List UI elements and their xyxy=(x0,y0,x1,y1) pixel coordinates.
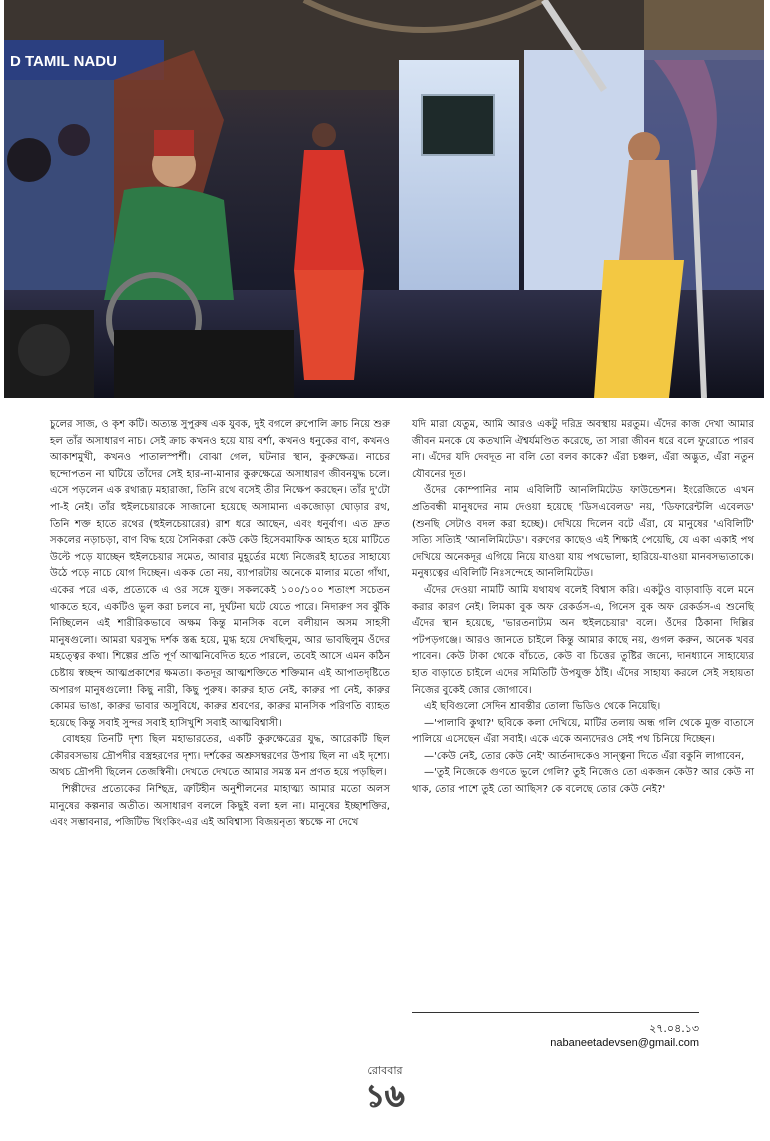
paragraph: এই ছবিগুলো সেদিন শ্রাবন্তীর তোলা ভিডিও থেকে নিয়েছি। xyxy=(424,701,661,713)
banner-text: D TAMIL NADU xyxy=(10,53,117,70)
paragraph: এঁদের দেওয়া নামটি আমি যথাযথ বলেই বিশ্বাস করি। একটুও বাড়াবাড়ি বলে মনে করার কারণ নেই। লিমকা বুক অফ রেকর্ডস-এ, গিনেস বুক অফ রেকর্ডস-এ শুনেছি এঁদের স্থান হয়েছে, 'ভারতনাট্যম অন হুইলচেয়ার' বলে। ওঁদের ঠিকানা দিল্লির পটপড়গঞ্জে। আরও জানতে চাইলে কিন্তু আমার কাছে নয়, গুগল করুন, অনেক খবর পাবেন। কেউ টাকা থেকে বাঁচতে, কেউ বা চিত্তের তুষ্টির জন্যে, দানধ্যানে সাহায্যের হাত বাড়াতে চাইলে এদের সমিতিটি উপযুক্ত ঠাঁই। এঁদের সাহায্য করলে সেই সহায়তা নিজের বুকেই জোর জোগাবে। xyxy=(412,584,754,696)
quote-paragraph: —'পালাবি কুথা?' ছবিকে কলা দেখিয়ে, মাটির তলায় অন্ধ গলি থেকে মুক্ত বাতাসে পালিয়ে এসেছেন এঁরা সবাই। একে একে অন্যদেরও সেই পথ চিনিয়ে দিচ্ছেন। xyxy=(412,717,754,746)
stage-photo xyxy=(4,0,764,398)
signoff-rule xyxy=(412,1012,699,1013)
stage-photo-drawing xyxy=(4,0,764,398)
quote-paragraph: —'তুই নিজেকে গুণতে ভুলে গেলি? তুই নিজেও তো একজন কেউ? আর কেউ না থাক, তোর পাশে তুই তো আছিস? কে বলেছে তোর কেউ নেই?' xyxy=(412,767,754,796)
quote-paragraph: —'কেউ নেই, তোর কেউ নেই' আর্তনাদকেও সান্ত্বনা দিতে এঁরা বকুনি লাগাবেন, xyxy=(424,750,745,762)
paragraph: ওঁদের কোম্পানির নাম এবিলিটি আনলিমিটেড ফাউন্ডেশন। ইংরেজিতে এখন প্রতিবন্ধী মানুষদের নাম দেওয়া হয়েছে 'ডিসএবেলড' নয়, 'ডিফারেন্টলি এবেলড' (শুনছি সেটাও বদল করা হচ্ছে)। দেখিয়ে দিলেন বটে এঁরা, যে মানুষের 'এবিলিটি' সত্যি সত্যিই 'আনলিমিটেড'। বরুণের কাছেও এই শিক্ষাই পেয়েছি, যে একা একাই পথ দেখিয়ে অনেকদূর এগিয়ে নিয়ে যাওয়া যায় পথভোলা, হারিয়ে-যাওয়া মানবসভ্যতাকে। মনুষ্যত্বের এবিলিটি নিঃসন্দেহে আনলিমিটেড। xyxy=(412,485,754,580)
author-email[interactable]: nabaneetadevsen@gmail.com xyxy=(550,1037,699,1049)
article-left-column xyxy=(50,417,390,832)
paragraph: বোধহয় তিনটি দৃশ্য ছিল মহাভারতের, একটি কুরুক্ষেত্রের যুদ্ধ, আরেকটি ছিল কৌরবসভায় দ্রৌপদীর বস্ত্রহরণের দৃশ্য। দর্শকের অশ্রুসম্বরণের উপায় ছিল না এই দৃশ্যে। অথচ দ্রৌপদী ছিলেন তেজস্বিনী। দেখতে দেখতে আমার সমস্ত মন প্রণত হয়ে পড়ছিল। xyxy=(50,734,390,779)
paragraph: যদি মারা যেতুম, আমি আরও একটু দরিদ্র অবস্থায় মরতুম। এঁদের কাজ দেখা আমার জীবন মনকে যে কতখানি ঐশ্বর্যমণ্ডিত করেছে, তা সারা জীবন ধরে বলে ফুরোতে পারব না। এঁদের যদি দেবদূত না বলি তো বলব কাকে? এঁরা চঞ্চল, এঁরা অদ্ভুত, এঁরা নতুন যৌবনের দূত। xyxy=(412,419,754,480)
article-date: ২৭.০৪.১৩ xyxy=(649,1022,699,1035)
article-right-column xyxy=(412,417,754,799)
magazine-name: রোববার xyxy=(367,1064,403,1077)
page-number: ১৬ xyxy=(365,1079,405,1114)
paragraph: চুলের সাজ, ও কৃশ কটি। অত্যন্ত সুপুরুষ এক যুবক, দুই বগলে রুপোলি ক্রাচ নিয়ে শুরু হল তাঁর অসাধারণ নাচ। সেই ক্রাচ কখনও হয়ে যায় বর্শা, কখনও ধনুকের বাণ, কখনও আকাশমুখী, কখনও পাতালস্পর্শী। বোঝা গেল, ঘটনার স্থান, কুরুক্ষেত্র। নাচের ছন্দোপতন না ঘটিয়ে তাঁদের সেই হার-না-মানার কুরুক্ষেত্রে অসাধারণ জীবনযুদ্ধ চলে। এসে পড়লেন এক রথারূঢ় মহারাজা, তিনি রথে বসেই তীর নিক্ষেপ করছেন। তাঁর দু'টো পা-ই নেই। তাঁর হুইলচেয়ারকে সাজানো হয়েছে অসামান্য একজোড়া ঘোড়ার রথ, তিনি শক্ত হাতে রথের (হুইলচেয়ারের) রাশ ধরে আছেন, এবং ধনুর্বাণ। এত দ্রুত সকলের নড়াচড়া, বাণ বিদ্ধ হয়ে সৈনিকরা কেউ কেউ হিসেবমাফিক আহত হয়ে মাটিতে উল্টে পড়ে যাচ্ছেন হুইলচেয়ার সমেত, আবার মুহূর্তের মধ্যে নিজেরই হাতের সাহায্যে উঠে পড়ে নাচে যোগ দিচ্ছেন। একক তো নয়, ব্যাপারটায় অনেকে মালার মতো গাঁথা, একের পরে এক, প্রত্যেকে এ ওর সঙ্গে যুক্ত। সকলকেই ১০০/১০০ শতাংশ সচেতন থাকতে হবে, একটিও ভুল করা চলবে না, দুর্ঘটনা ঘটে যেতে পারে। নিদারুণ সব ঝুঁকি নিচ্ছিলেন এই শারীরিকভাবে অক্ষম কিন্তু মানসিক বলে বলীয়ান অসম সাহসী মানুষগুলো। আমরা ঘরসুদ্ধ দর্শক স্তব্ধ হয়ে, মুগ্ধ হয়ে দেখছিলুম, আর ভাবছিলুম ওঁদের মহত্ত্বের কথা। শিল্পের প্রতি পূর্ণ আত্মনিবেদিত হতে পারলে, তবেই আসে এমন কঠিন চেষ্টায় স্বচ্ছন্দ আত্মপ্রকাশের ক্ষমতা। কতদূর আত্মশক্তিতে শক্তিমান এই আপাতদৃষ্টিতে অপারগ মানুষগুলো! কিছু নারী, কিছু পুরুষ। কারুর হাত নেই, কারুর পা নেই, কারুর কোমর ভাঙা, কারুর ভাবার অসুবিধে, কারুর শ্রবণের, কারুর মানসিক পরিণতি ব্যাহত হয়েছে কিন্তু সবাই সুন্দর সবাই হাসিখুশি সবাই আত্মবিশ্বাসী। xyxy=(50,419,390,729)
paragraph: শিল্পীদের প্রত্যেকের নিশ্ছিদ্র, ত্রুটিহীন অনুশীলনের মাহাত্ম্য আমার মতো অলস মানুষের কল্পনার অতীত। অসাধারণ বললে কিছুই বলা হল না। মানুষের ইচ্ছাশক্তির, এবং সম্ভাবনার, পজিটিভ থিংকিং-এর এই অবিশ্বাস্য বিজয়নৃত্য স্বচক্ষে না দেখে xyxy=(50,784,390,829)
